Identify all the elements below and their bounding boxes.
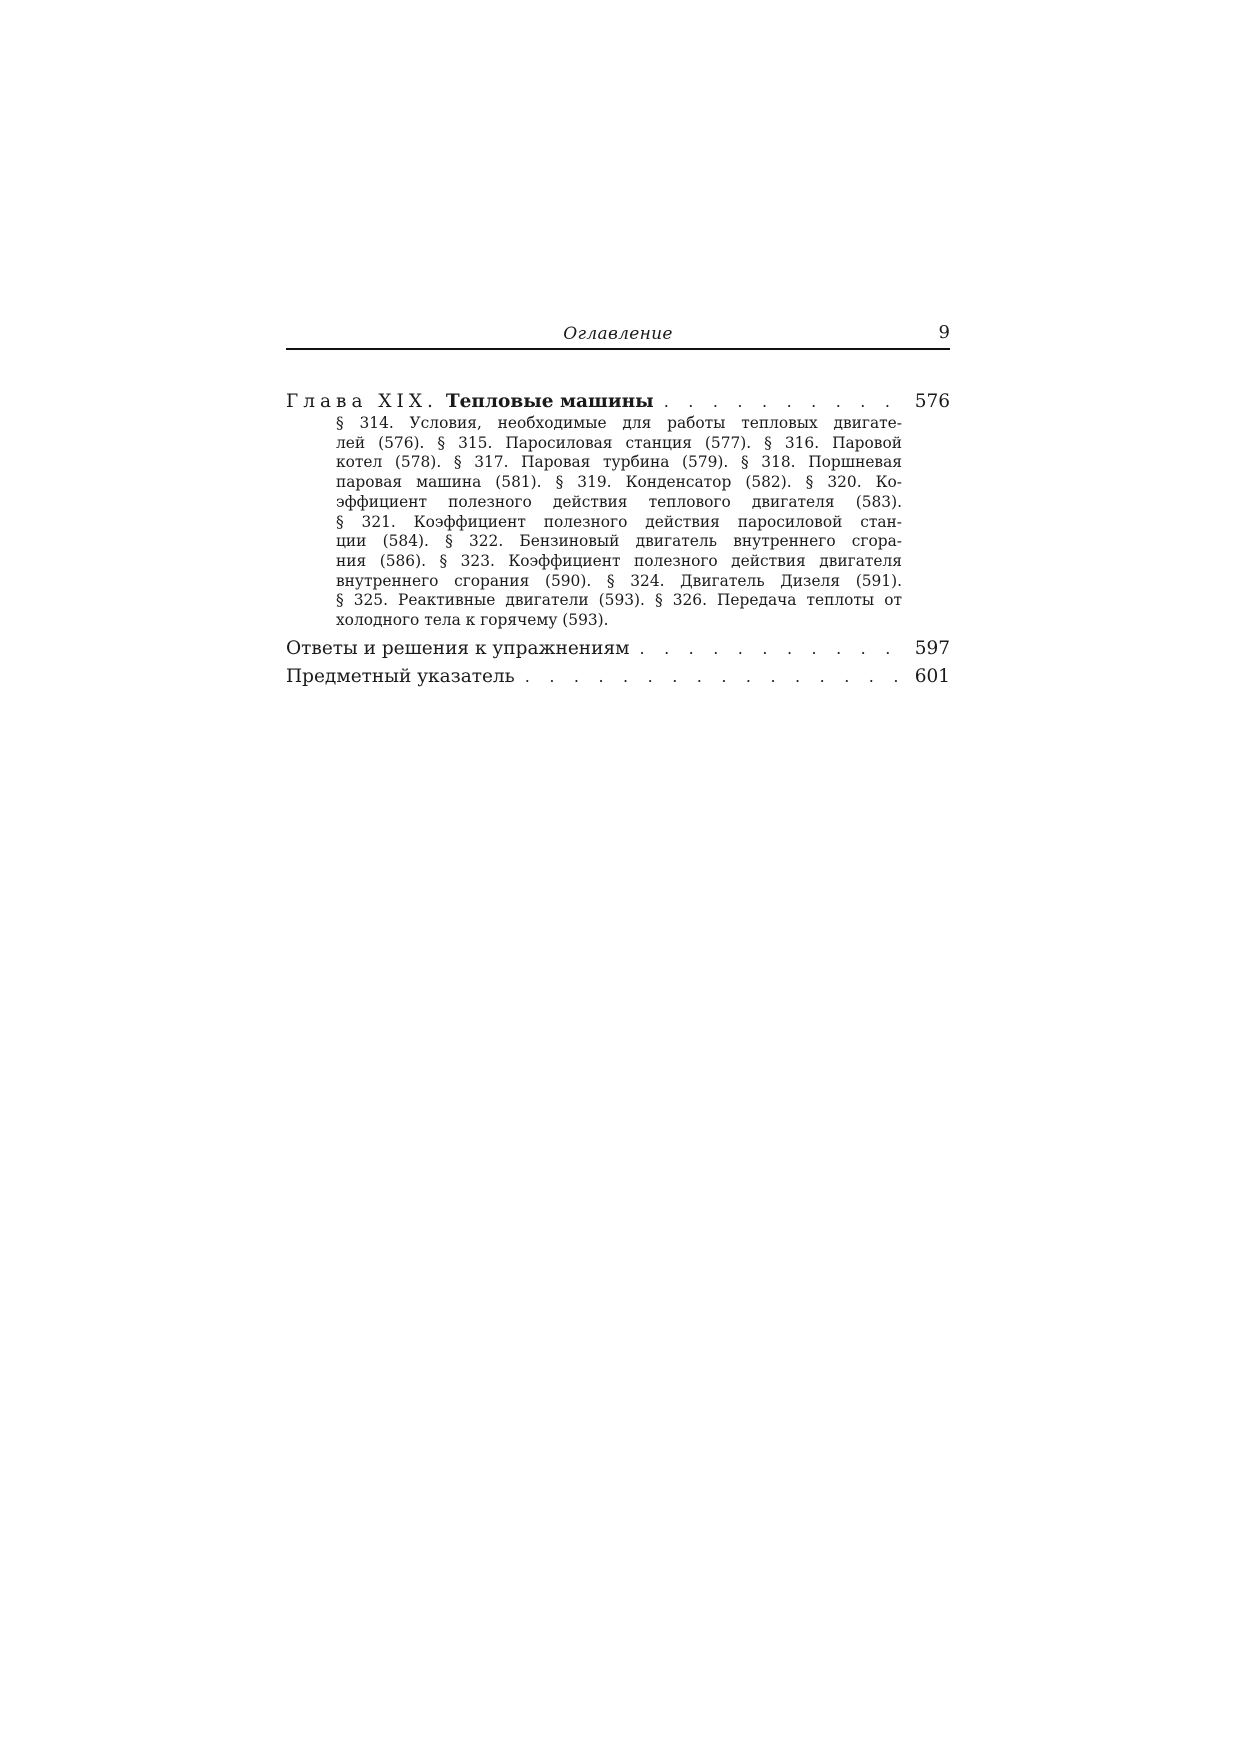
section-line: эффициент полезного действия теплового двигателя (583).	[336, 492, 902, 511]
index-page-number: 601	[914, 665, 950, 687]
chapter-heading	[286, 388, 654, 416]
running-title: Оглавление	[563, 324, 673, 344]
section-line: ции (584). § 322. Бензиновый двигатель внутреннего сгора-	[336, 532, 902, 551]
section-line: внутреннего сгорания (590). § 324. Двигатель Дизеля (591).	[336, 571, 902, 590]
chapter-prefix: Глава XIX.	[286, 391, 438, 412]
chapter-page-number: 576	[914, 391, 950, 412]
document-page	[286, 318, 950, 691]
dot-leader	[640, 635, 906, 663]
toc-entry-index	[286, 663, 950, 691]
index-title: Предметный указатель	[286, 665, 515, 687]
table-of-contents	[286, 388, 950, 691]
toc-entry-answers	[286, 635, 950, 663]
answers-title: Ответы и решения к упражнениям	[286, 637, 630, 659]
running-header	[286, 318, 950, 350]
section-line: лей (576). § 315. Паросиловая станция (577). § 316. Паровой	[336, 433, 902, 452]
dot-leader	[664, 388, 906, 416]
section-line: паровая машина (581). § 319. Конденсатор (582). § 320. Ко-	[336, 473, 902, 492]
section-line: ния (586). § 323. Коэффициент полезного действия двигателя	[336, 551, 902, 570]
section-list	[336, 414, 902, 631]
section-line: § 325. Реактивные двигатели (593). § 326. Передача теплоты от	[336, 591, 902, 610]
section-line: холодного тела к горячему (593).	[336, 611, 609, 630]
toc-entry-chapter	[286, 388, 950, 416]
dot-leader	[525, 663, 906, 691]
answers-page-number: 597	[914, 637, 950, 659]
chapter-title: Тепловые машины	[445, 391, 654, 412]
section-line: § 314. Условия, необходимые для работы тепловых двигате-	[336, 414, 902, 432]
section-line: § 321. Коэффициент полезного действия паросиловой стан-	[336, 512, 902, 531]
section-line: котел (578). § 317. Паровая турбина (579). § 318. Поршневая	[336, 453, 902, 472]
page-number: 9	[938, 322, 950, 343]
